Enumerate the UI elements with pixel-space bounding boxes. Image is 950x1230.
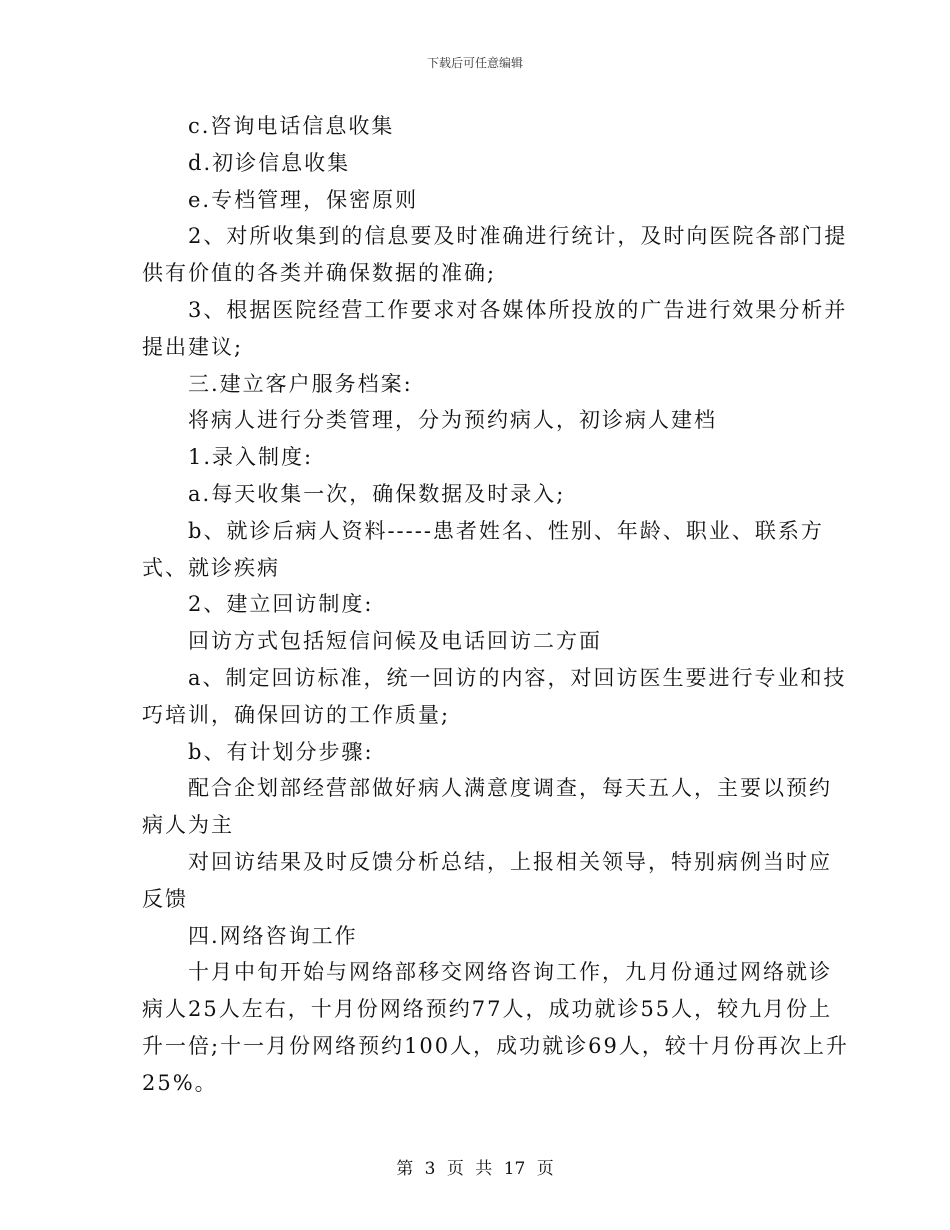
paragraph-line: c.咨询电话信息收集 xyxy=(188,114,395,138)
paragraph-line: 供有价值的各类并确保数据的准确; xyxy=(142,261,497,286)
paragraph-line: 三.建立客户服务档案: xyxy=(188,371,413,396)
paragraph-line: 反馈 xyxy=(142,886,188,911)
document-body xyxy=(142,108,849,1102)
paragraph-line: 十月中旬开始与网络部移交网络咨询工作，九月份通过网络就诊 xyxy=(188,960,832,985)
paragraph-line: 2、对所收集到的信息要及时准确进行统计，及时向医院各部门提 xyxy=(188,224,848,249)
paragraph-line: b、有计划分步骤: xyxy=(188,739,374,764)
paragraph-line: a、制定回访标准，统一回访的内容，对回访医生要进行专业和技 xyxy=(188,665,847,690)
paragraph-line: 2、建立回访制度: xyxy=(188,592,374,617)
paragraph-line: e.专档管理，保密原则 xyxy=(188,187,419,212)
page-header: 下载后可任意编辑 xyxy=(426,56,523,70)
paragraph-line: 回访方式包括短信问候及电话回访二方面 xyxy=(188,629,602,654)
paragraph-line: 3、根据医院经营工作要求对各媒体所投放的广告进行效果分析并 xyxy=(188,297,848,322)
paragraph-line: 巧培训，确保回访的工作质量; xyxy=(142,702,451,727)
paragraph-line: 式、就诊疾病 xyxy=(142,555,280,580)
paragraph-line: b、就诊后病人资料-----患者姓名、性别、年龄、职业、联系方 xyxy=(188,518,824,543)
paragraph-line: 1.录入制度: xyxy=(188,445,314,470)
paragraph-line: 四.网络咨询工作 xyxy=(188,923,358,948)
paragraph-line: 25%。 xyxy=(142,1070,218,1095)
paragraph-line: 配合企划部经营部做好病人满意度调查，每天五人，主要以预约 xyxy=(188,776,832,801)
paragraph-line: a.每天收集一次，确保数据及时录入; xyxy=(188,481,566,506)
paragraph-line: 提出建议; xyxy=(142,334,244,359)
paragraph-line: 病人25人左右，十月份网络预约77人，成功就诊55人，较九月份上 xyxy=(142,997,833,1022)
paragraph-line: 升一倍;十一月份网络预约100人，成功就诊69人，较十月份再次上升 xyxy=(142,1033,849,1058)
paragraph-line: 对回访结果及时反馈分析总结，上报相关领导，特别病例当时应 xyxy=(188,849,832,874)
paragraph-line: 病人为主 xyxy=(142,813,234,838)
page-footer: 第 3 页 共 17 页 xyxy=(396,1159,554,1179)
paragraph-line: 将病人进行分类管理，分为预约病人，初诊病人建档 xyxy=(188,408,717,433)
paragraph-line: d.初诊信息收集 xyxy=(188,150,351,175)
